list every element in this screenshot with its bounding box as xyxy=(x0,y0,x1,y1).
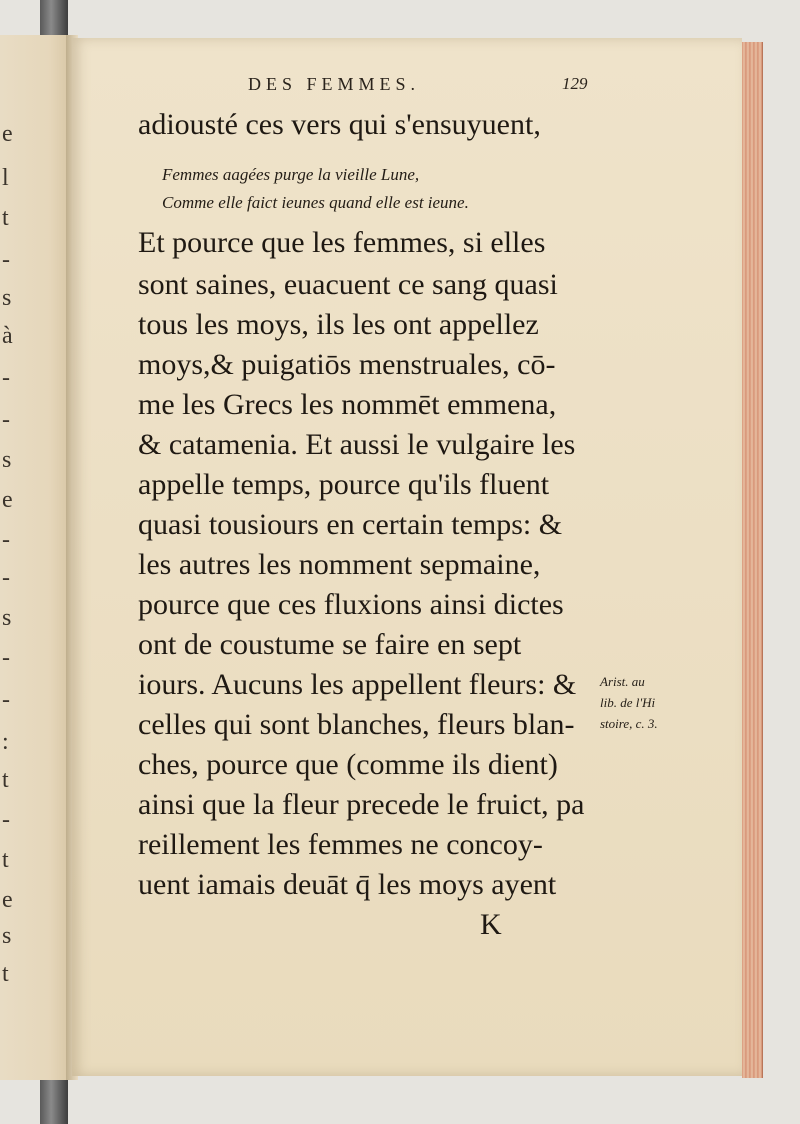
left-edge-char: e xyxy=(2,887,13,913)
left-edge-char: - xyxy=(2,645,10,671)
text-line: pource que ces fluxions ainsi dictes xyxy=(138,588,564,621)
left-edge-char: - xyxy=(2,247,10,273)
left-edge-char: - xyxy=(2,527,10,553)
marginal-note-line: lib. de l'Hi xyxy=(600,695,656,710)
left-edge-char: - xyxy=(2,565,10,591)
text-line: iours. Aucuns les appellent fleurs: & xyxy=(138,668,577,701)
text-line: me les Grecs les nommēt emmena, xyxy=(138,388,557,421)
text-line: & catamenia. Et aussi le vulgaire les xyxy=(138,428,576,461)
left-edge-char: s xyxy=(2,447,12,473)
left-edge-char: à xyxy=(2,323,13,349)
text-line: ont de coustume se faire en sept xyxy=(138,628,522,661)
marginal-note-line: Arist. au xyxy=(600,674,645,689)
page-number: 129 xyxy=(562,74,588,93)
text-line: sont saines, euacuent ce sang quasi xyxy=(138,268,558,301)
text-line: reillement les femmes ne concoy- xyxy=(138,828,543,861)
text-line: ches, pource que (comme ils dient) xyxy=(138,748,558,781)
text-line: adiousté ces vers qui s'ensuyuent, xyxy=(138,108,541,141)
left-edge-char: t xyxy=(2,205,9,231)
left-edge-char: e xyxy=(2,121,13,147)
text-line: ainsi que la fleur precede le fruict, pa xyxy=(138,788,585,821)
left-edge-char: - xyxy=(2,687,10,713)
left-edge-char: t xyxy=(2,961,9,987)
left-edge-char: l xyxy=(2,165,9,191)
text-line: moys,& puigatiōs menstruales, cō- xyxy=(138,348,556,381)
left-edge-char: s xyxy=(2,285,12,311)
text-line: les autres les nomment sepmaine, xyxy=(138,548,541,581)
text-line: tous les moys, ils les ont appellez xyxy=(138,308,539,341)
ribbon-bookmark-bottom xyxy=(40,1080,68,1124)
left-edge-char: - xyxy=(2,365,10,391)
left-edge-char: t xyxy=(2,847,9,873)
left-edge-char: - xyxy=(2,407,10,433)
left-edge-char: s xyxy=(2,605,12,631)
text-line: appelle temps, pource qu'ils fluent xyxy=(138,468,550,501)
page-block-edge xyxy=(742,42,763,1078)
left-edge-char: : xyxy=(2,729,9,755)
signature-mark: K xyxy=(480,908,502,941)
marginal-note-line: stoire, c. 3. xyxy=(600,716,658,731)
left-edge-char: t xyxy=(2,767,9,793)
text-line: celles qui sont blanches, fleurs blan- xyxy=(138,708,575,741)
left-edge-char: s xyxy=(2,923,12,949)
verse-line: Femmes aagées purge la vieille Lune, xyxy=(162,165,420,184)
text-line: uent iamais deuāt q̄ les moys ayent xyxy=(138,868,557,901)
left-edge-char: e xyxy=(2,487,13,513)
verse-line: Comme elle faict ieunes quand elle est ieune. xyxy=(162,193,469,212)
text-line: Et pource que les femmes, si elles xyxy=(138,226,546,259)
text-line: quasi tousiours en certain temps: & xyxy=(138,508,563,541)
ribbon-bookmark-top xyxy=(40,0,68,40)
left-page-edge xyxy=(0,35,71,1080)
left-edge-char: - xyxy=(2,807,10,833)
running-title: DES FEMMES. xyxy=(248,74,421,94)
